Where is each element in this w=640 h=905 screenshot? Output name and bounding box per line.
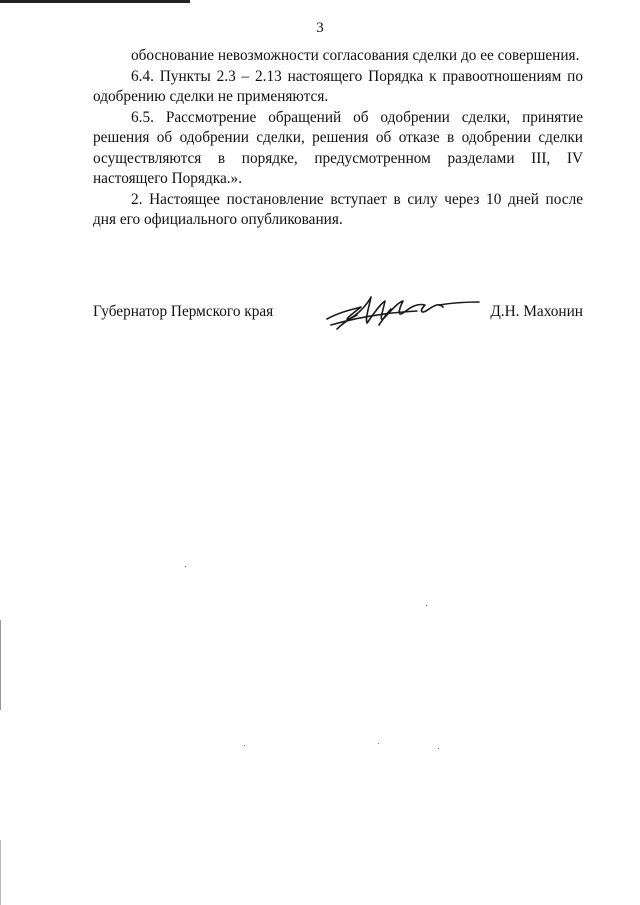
scan-speck xyxy=(244,745,245,746)
handwritten-signature xyxy=(321,289,481,335)
paragraph-6-4: 6.4. Пункты 2.3 – 2.13 настоящего Порядка к правоотношениям по одобрению сделки не применяются. xyxy=(93,67,583,105)
scan-speck xyxy=(185,566,186,567)
signatory-name: Д.Н. Махонин xyxy=(490,303,583,320)
scan-speck xyxy=(426,605,427,606)
scan-speck xyxy=(378,743,379,744)
signature-block xyxy=(93,303,583,343)
paragraph-2-effective-date: 2. Настоящее постановление вступает в силу через 10 дней после дня его официального опубликования. xyxy=(93,190,583,228)
paragraph-6-5: 6.5. Рассмотрение обращений об одобрении сделки, принятие решения об одобрении сделки, решения об отказе в одобрении сделки осуществляются в порядке, предусмотренном разделами III, IV настоящего Порядка.». xyxy=(93,108,583,187)
scan-artifact-left-edge-lower xyxy=(0,840,1,905)
scan-speck xyxy=(438,748,439,749)
page-number: 3 xyxy=(316,20,324,36)
scan-artifact-top-line xyxy=(0,0,190,3)
paragraph-continuation: обоснование невозможности согласования сделки до ее совершения. xyxy=(131,47,580,64)
signatory-title: Губернатор Пермского края xyxy=(93,303,274,320)
document-body xyxy=(93,46,583,231)
scan-artifact-left-edge xyxy=(0,620,1,710)
